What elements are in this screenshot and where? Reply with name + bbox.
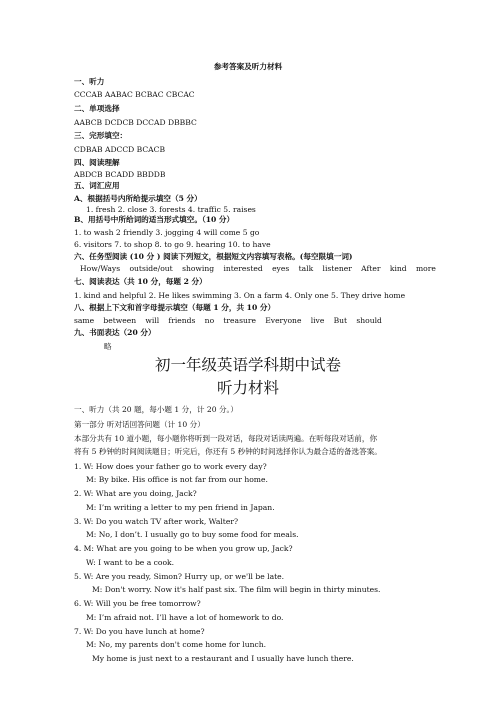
section-intro: 一、听力（共 20 题，每小题 1 分，计 20 分。） [74, 405, 238, 414]
answer-word: talk [298, 264, 314, 273]
vocab-heading: 五、词汇应用 [74, 181, 120, 190]
answer-word: will [145, 316, 160, 325]
answer-word: more [415, 264, 436, 273]
answer-word: between [103, 316, 137, 325]
exam-title: 初一年级英语学科期中试卷 [154, 356, 341, 374]
answer-word: live [310, 316, 325, 325]
instructions-line-2: 将有 5 秒钟的时间阅读题目；听完后，你还有 5 秒钟的时间选择你认为最合适的备选答案。 [74, 447, 382, 456]
answer-word: no [204, 316, 215, 325]
vocab-b-heading: B、用括号中所给词的适当形式填空。（10 分） [74, 215, 235, 224]
dialogue-answer-continued: My home is just next to a restaurant and I usually have lunch there. [92, 654, 354, 663]
dialogue-answer: M: No, my parents don't come home for lunch. [86, 640, 267, 649]
answer-word: eyes [272, 264, 290, 273]
dialogue-answer: M: By bike. His office is not far from our home. [86, 475, 268, 484]
answer-word: kind [389, 264, 407, 273]
answer-word: outside/out [129, 264, 173, 273]
context-fill-answers [74, 316, 382, 326]
dialogue-question: 4. M: What are you going to be when you grow up, Jack? [74, 544, 293, 553]
listening-answers: CCCAB AABAC BCBAC CBCAC [74, 90, 195, 99]
answer-word: should [356, 316, 382, 325]
answer-word: Everyone [265, 316, 302, 325]
dialogue-question: 6. W: Will you be free tomorrow? [74, 599, 201, 608]
dialogue-answer: M: I’m afraid not. I’ll have a lot of homework to do. [86, 613, 284, 622]
reading-expression-answers: 1. kind and helpful 2. He likes swimming 3. On a farm 4. Only one 5. They drive home [74, 291, 406, 300]
vocab-b-row-2: 6. visitors 7. to shop 8. to go 9. hearing 10. to have [74, 240, 271, 249]
task-reading-heading: 六、任务型阅读 (10 分 ) 阅读下列短文，根据短文内容填写表格。(每空限填一词) [74, 252, 353, 261]
task-reading-answers [80, 264, 436, 274]
dialogue-answer: W: I want to be a cook. [86, 558, 175, 567]
answer-word: How/Ways [80, 264, 121, 273]
dialogue-question: 1. W: How does your father go to work every day? [74, 462, 267, 471]
answer-word: showing [182, 264, 215, 273]
single-choice-heading: 二、单项选择 [74, 104, 120, 113]
answer-word: treasure [223, 316, 256, 325]
dialogue-answer: M: No, I don’t. I usually go to buy some food for meals. [86, 530, 299, 539]
answer-word: same [74, 316, 95, 325]
answer-word: But [333, 316, 348, 325]
dialogue-question: 3. W: Do you watch TV after work, Walter? [74, 517, 239, 526]
listening-heading: 一、听力 [74, 77, 105, 86]
answer-word: friends [168, 316, 196, 325]
vocab-b-row-1: 1. to wash 2 friendly 3. jogging 4 will come 5 go [74, 228, 260, 237]
vocab-a-heading: A、根据括号内所给提示填空（5 分） [74, 194, 202, 203]
dialogue-answer: M: Don't worry. Now it's half past six. The film will begin in thirty minutes. [92, 585, 381, 594]
dialogue-question: 2. W: What are you doing, Jack? [74, 489, 197, 498]
dialogue-question: 7. W: Do you have lunch at home? [74, 627, 205, 636]
reading-expression-heading: 七、阅读表达（共 10 分，每题 2 分） [74, 277, 207, 286]
dialogue-question: 5. W: Are you ready, Simon? Hurry up, or we'll be late. [74, 572, 285, 581]
listening-material-title: 听力材料 [216, 379, 279, 397]
answer-word: interested [223, 264, 263, 273]
single-choice-answers: AABCB DCDCB DCCAD DBBBC [74, 118, 197, 127]
answer-word: After [361, 264, 381, 273]
cloze-answers: CDBAB ADCCD BCACB [74, 145, 166, 154]
answer-word: listener [322, 264, 352, 273]
reading-heading: 四、阅读理解 [74, 158, 120, 167]
reading-answers: ABDCB BCADD BBDDB [74, 170, 166, 179]
instructions-line-1: 本部分共有 10 道小题，每小题你将听到一段对话，每段对话读两遍。在听每段对话前，你 [74, 434, 378, 443]
answer-key-title: 参考答案及听力材料 [213, 62, 283, 71]
writing-heading: 九、书面表达（20 分） [74, 328, 156, 337]
dialogue-answer: M: I’m writing a letter to my pen friend in Japan. [86, 503, 275, 512]
part-one-heading: 第一部分 听对话回答问题（计 10 分） [74, 420, 205, 429]
context-fill-heading: 八、根据上下文和首字母提示填空（每题 1 分，共 10 分） [74, 303, 276, 312]
cloze-heading: 三、完形填空： [74, 131, 128, 140]
vocab-a-answers: 1. fresh 2. close 3. forests 4. traffic 5. raises [86, 205, 256, 214]
writing-answer: 略 [104, 342, 112, 351]
